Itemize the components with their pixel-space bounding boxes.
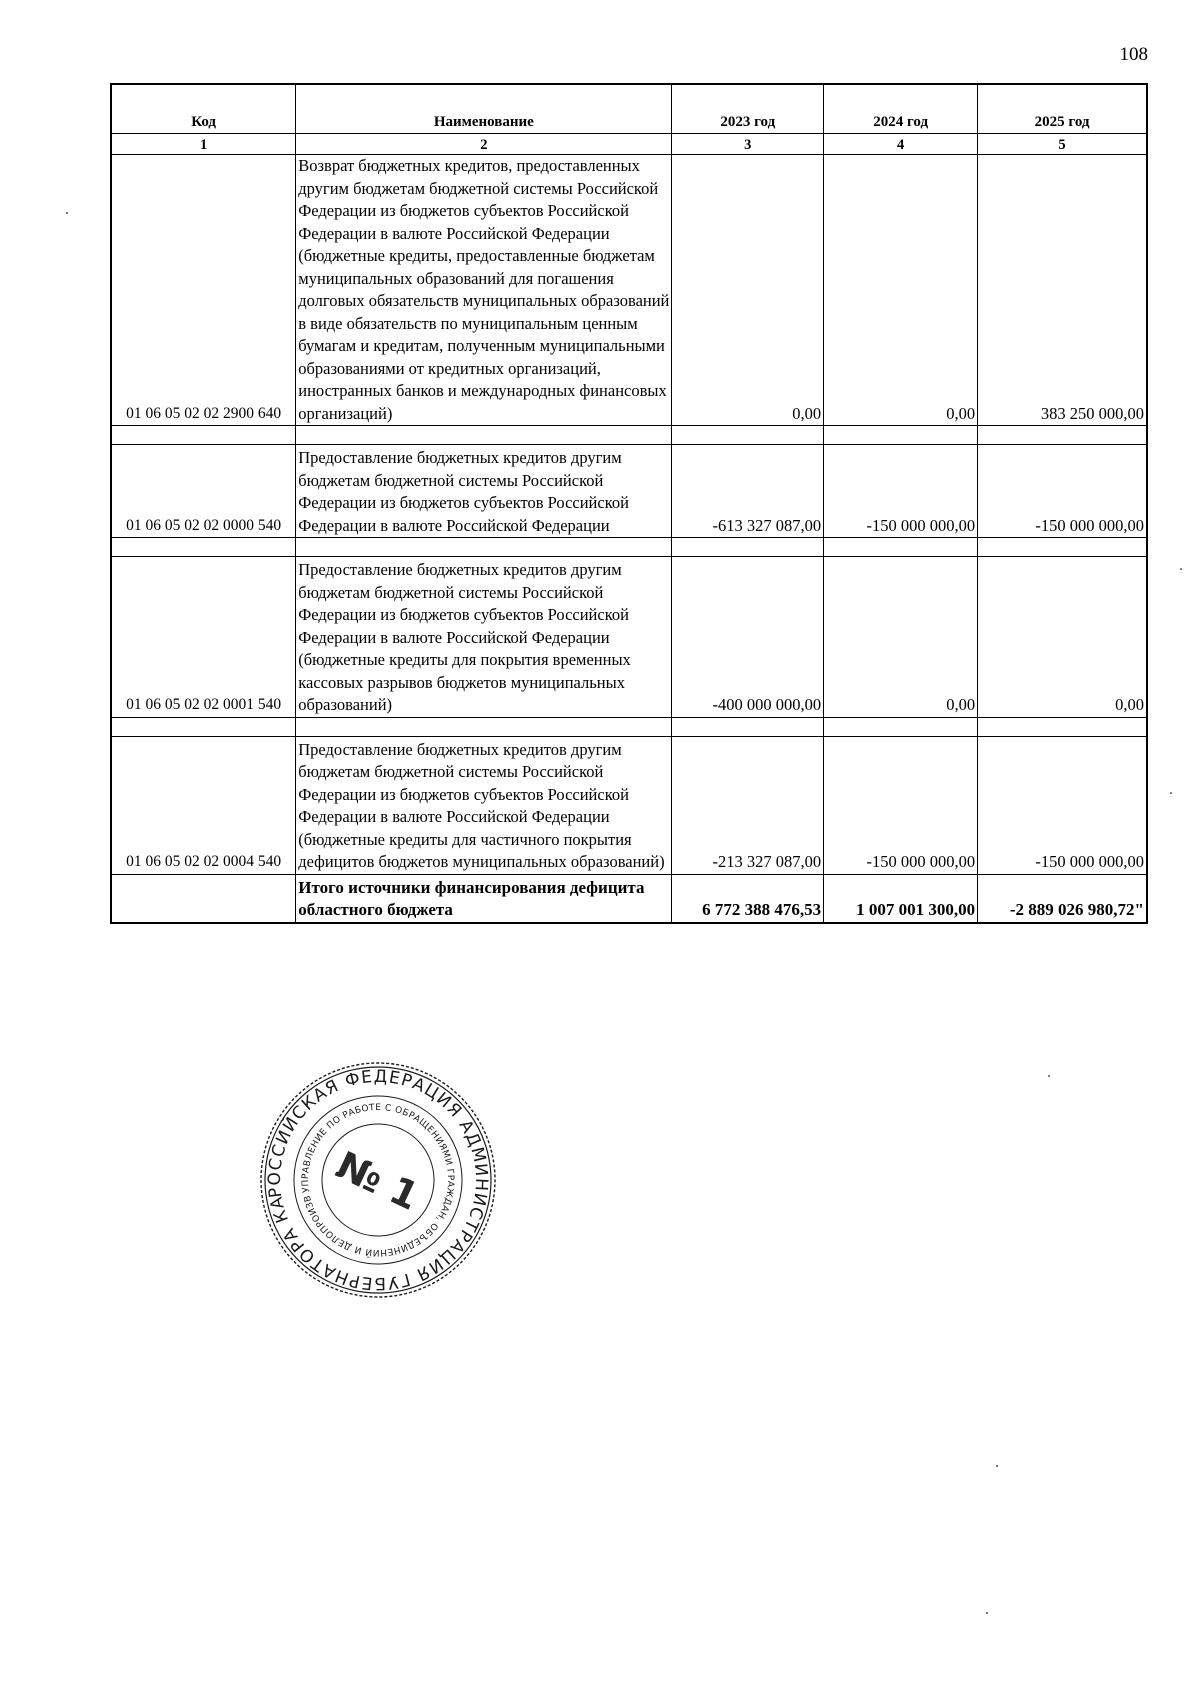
seal-outer-text: РОССИЙСКАЯ ФЕДЕРАЦИЯ АДМИНИСТРАЦИЯ ГУБЕРНАТОРА КАЛУЖСКОЙ	[264, 1066, 492, 1294]
row-value-2024: -150 000 000,00	[824, 736, 978, 874]
table-row	[111, 736, 1147, 874]
total-value-2024: 1 007 001 300,00	[824, 874, 978, 923]
row-value-2023: -613 327 087,00	[672, 445, 824, 538]
header-2025: 2025 год	[978, 84, 1147, 134]
row-value-2024: 0,00	[824, 155, 978, 426]
spacer-row	[111, 717, 1147, 736]
column-number-row	[111, 134, 1147, 155]
row-name: Возврат бюджетных кредитов, предоставленных другим бюджетам бюджетной системы Российской Федерации из бюджетов субъектов Российской Федерации в валюте Российской Федерации (бюджетные кредиты, предоставленные бюджетам муниципальных образований для погашения долговых обязательств муниципальных образований в виде обязательств по муниципальным ценным бумагам и кредитам, полученным муниципальными образованиями от кредитных организаций, иностранных банков и международных финансовых организаций)	[296, 155, 672, 426]
header-code: Код	[111, 84, 296, 134]
scan-speck	[66, 212, 68, 214]
seal-center-number: № 1	[329, 1142, 426, 1219]
row-value-2024: 0,00	[824, 557, 978, 718]
scan-speck	[986, 1612, 988, 1614]
row-value-2025: 383 250 000,00	[978, 155, 1147, 426]
scan-speck	[996, 1465, 998, 1467]
table-row	[111, 155, 1147, 426]
header-row	[111, 84, 1147, 134]
row-value-2023: 0,00	[672, 155, 824, 426]
row-value-2023: -400 000 000,00	[672, 557, 824, 718]
total-row	[111, 874, 1147, 923]
total-value-2023: 6 772 388 476,53	[672, 874, 824, 923]
seal-inner-text: УПРАВЛЕНИЕ ПО РАБОТЕ С ОБРАЩЕНИЯМИ ГРАЖДАН, ОБЪЕДИНЕНИЙ И ДЕЛОПРОИЗВОДСТВА	[300, 1102, 456, 1258]
column-number: 4	[824, 134, 978, 155]
header-name: Наименование	[296, 84, 672, 134]
official-seal	[258, 1060, 498, 1300]
row-value-2025: -150 000 000,00	[978, 445, 1147, 538]
row-name: Предоставление бюджетных кредитов другим бюджетам бюджетной системы Российской Федерации из бюджетов субъектов Российской Федерации в валюте Российской Федерации (бюджетные кредиты для частичного покрытия дефицитов бюджетов муниципальных образований)	[296, 736, 672, 874]
spacer-row	[111, 426, 1147, 445]
scan-speck	[1170, 792, 1172, 794]
row-code: 01 06 05 02 02 0004 540	[111, 736, 296, 874]
budget-table	[110, 83, 1148, 924]
row-value-2024: -150 000 000,00	[824, 445, 978, 538]
row-value-2025: -150 000 000,00	[978, 736, 1147, 874]
column-number: 2	[296, 134, 672, 155]
total-code	[111, 874, 296, 923]
row-name: Предоставление бюджетных кредитов другим бюджетам бюджетной системы Российской Федерации из бюджетов субъектов Российской Федерации в валюте Российской Федерации (бюджетные кредиты для покрытия временных кассовых разрывов бюджетов муниципальных образований)	[296, 557, 672, 718]
row-value-2023: -213 327 087,00	[672, 736, 824, 874]
column-number: 5	[978, 134, 1147, 155]
total-value-2025: -2 889 026 980,72"	[978, 874, 1147, 923]
column-number: 1	[111, 134, 296, 155]
page-number: 108	[1119, 44, 1148, 65]
scan-speck	[1180, 568, 1182, 570]
total-name: Итого источники финансирования дефицита областного бюджета	[296, 874, 672, 923]
row-value-2025: 0,00	[978, 557, 1147, 718]
header-2023: 2023 год	[672, 84, 824, 134]
spacer-row	[111, 538, 1147, 557]
table-row	[111, 557, 1147, 718]
row-name: Предоставление бюджетных кредитов другим бюджетам бюджетной системы Российской Федерации из бюджетов субъектов Российской Федерации в валюте Российской Федерации	[296, 445, 672, 538]
row-code: 01 06 05 02 02 2900 640	[111, 155, 296, 426]
row-code: 01 06 05 02 02 0000 540	[111, 445, 296, 538]
row-code: 01 06 05 02 02 0001 540	[111, 557, 296, 718]
table-row	[111, 445, 1147, 538]
header-2024: 2024 год	[824, 84, 978, 134]
scan-speck	[1048, 1075, 1050, 1077]
column-number: 3	[672, 134, 824, 155]
